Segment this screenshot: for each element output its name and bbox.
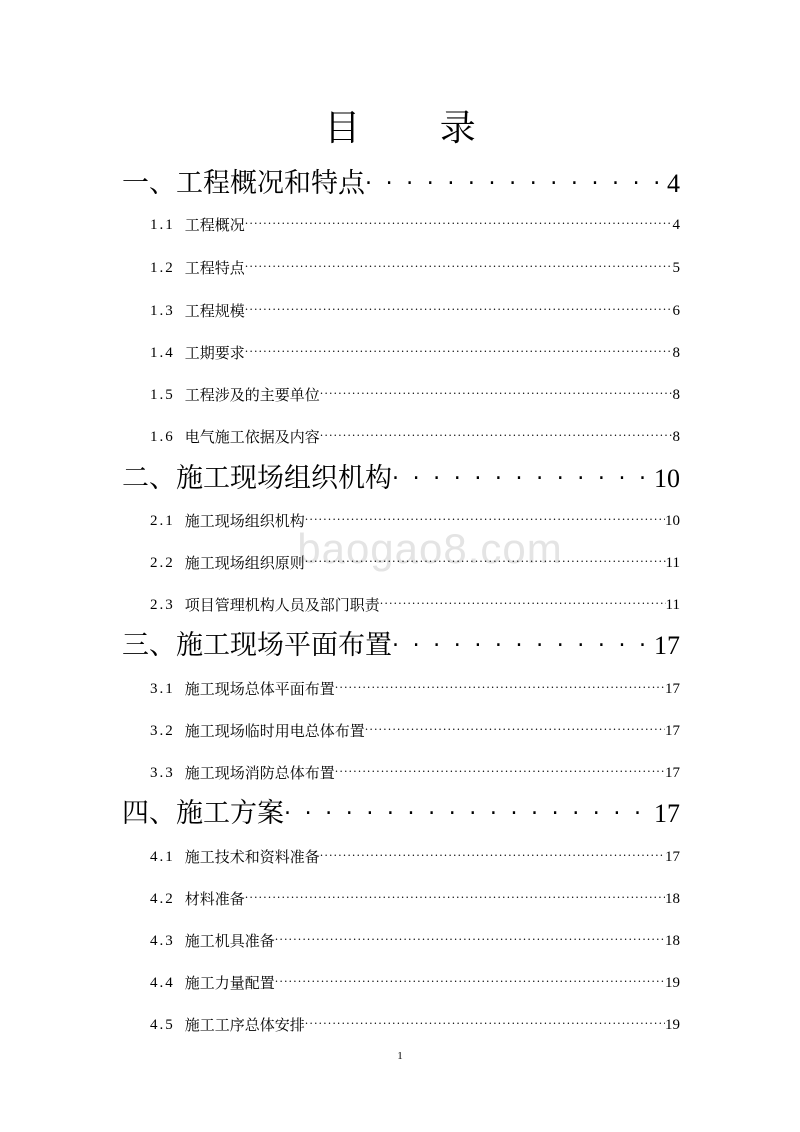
toc-section-number: 1.6 <box>150 429 175 445</box>
toc-page-number: 19 <box>665 1017 680 1033</box>
toc-page-number: 11 <box>665 597 680 613</box>
toc-section-number: 3.1 <box>150 681 175 697</box>
toc-dot-leader <box>365 716 665 742</box>
toc-section-entry[interactable] <box>150 1010 680 1036</box>
toc-dot-leader <box>320 422 673 448</box>
toc-page-number: 8 <box>672 429 680 445</box>
toc-page-number: 10 <box>665 513 680 529</box>
toc-entry-label: 施工技术和资料准备 <box>184 848 320 866</box>
toc-dot-leader <box>245 296 673 322</box>
toc-page-number: 5 <box>672 260 680 276</box>
toc-dot-leader <box>392 622 650 666</box>
toc-section-entry[interactable] <box>150 548 680 574</box>
toc-entry-label: 工程规模 <box>184 302 245 320</box>
toc-page-number: 18 <box>665 891 680 907</box>
toc-entry-label: 施工现场组织原则 <box>184 554 305 572</box>
toc-section-number: 3.3 <box>150 765 175 781</box>
toc-dot-leader <box>305 1010 665 1036</box>
toc-chapter-entry[interactable] <box>122 160 680 204</box>
page-number: 1 <box>397 1050 403 1062</box>
toc-dot-leader <box>245 210 673 236</box>
toc-entry-label: 电气施工依据及内容 <box>184 428 320 446</box>
toc-section-entry[interactable] <box>150 716 680 742</box>
toc-dot-leader <box>245 253 673 279</box>
toc-section-entry[interactable] <box>150 253 680 279</box>
toc-dot-leader <box>275 926 665 952</box>
toc-dot-leader <box>305 506 665 532</box>
toc-dot-leader <box>305 548 666 574</box>
toc-section-number: 4.1 <box>150 849 175 865</box>
toc-section-entry[interactable] <box>150 758 680 784</box>
toc-page-number: 17 <box>654 631 680 660</box>
toc-entry-label: 一、工程概况和特点 <box>122 168 365 199</box>
toc-dot-leader <box>284 790 650 834</box>
toc-dot-leader <box>365 160 663 204</box>
toc-entry-label: 施工现场消防总体布置 <box>184 764 335 782</box>
toc-section-number: 2.3 <box>150 597 175 613</box>
toc-entry-label: 项目管理机构人员及部门职责 <box>184 596 380 614</box>
toc-page-number: 8 <box>672 345 680 361</box>
toc-section-number: 4.4 <box>150 975 175 991</box>
toc-page-number: 4 <box>672 217 680 233</box>
toc-entry-label: 工程概况 <box>184 216 245 234</box>
toc-dot-leader <box>335 674 665 700</box>
toc-chapter-entry[interactable] <box>122 790 680 834</box>
toc-page-number: 17 <box>654 799 680 828</box>
toc-page-number: 6 <box>672 303 680 319</box>
toc-title: 目 录 <box>324 108 510 149</box>
toc-section-number: 2.2 <box>150 555 175 571</box>
toc-section-number: 1.5 <box>150 387 175 403</box>
toc-dot-leader <box>380 590 666 616</box>
toc-page-number: 17 <box>665 765 680 781</box>
toc-entry-label: 工程特点 <box>184 259 245 277</box>
toc-page-number: 18 <box>665 933 680 949</box>
toc-entry-label: 三、施工现场平面布置 <box>122 630 392 661</box>
toc-section-entry[interactable] <box>150 968 680 994</box>
toc-page-number: 8 <box>672 387 680 403</box>
toc-page-number: 17 <box>665 681 680 697</box>
watermark-text: baogao8.com <box>297 525 563 572</box>
toc-section-number: 4.2 <box>150 891 175 907</box>
toc-section-entry[interactable] <box>150 210 680 236</box>
toc-section-entry[interactable] <box>150 926 680 952</box>
toc-entry-label: 施工现场总体平面布置 <box>184 680 335 698</box>
toc-entry-label: 施工工序总体安排 <box>184 1016 305 1034</box>
toc-section-number: 3.2 <box>150 723 175 739</box>
toc-section-entry[interactable] <box>150 338 680 364</box>
toc-section-entry[interactable] <box>150 422 680 448</box>
toc-dot-leader <box>245 884 665 910</box>
toc-entry-label: 施工力量配置 <box>184 974 275 992</box>
toc-section-number: 1.4 <box>150 345 175 361</box>
toc-page-number: 17 <box>665 723 680 739</box>
toc-page-number: 17 <box>665 849 680 865</box>
toc-section-number: 1.3 <box>150 303 175 319</box>
toc-entry-label: 材料准备 <box>184 890 245 908</box>
toc-page-number: 19 <box>665 975 680 991</box>
toc-section-entry[interactable] <box>150 884 680 910</box>
toc-section-entry[interactable] <box>150 506 680 532</box>
toc-entry-label: 二、施工现场组织机构 <box>122 463 392 494</box>
toc-chapter-entry[interactable] <box>122 622 680 666</box>
toc-page-number: 10 <box>654 464 680 493</box>
toc-dot-leader <box>320 380 673 406</box>
toc-dot-leader <box>335 758 665 784</box>
toc-section-entry[interactable] <box>150 296 680 322</box>
toc-section-number: 4.5 <box>150 1017 175 1033</box>
toc-dot-leader <box>392 455 650 499</box>
toc-section-entry[interactable] <box>150 590 680 616</box>
toc-section-number: 1.1 <box>150 217 175 233</box>
toc-dot-leader <box>275 968 665 994</box>
toc-section-number: 2.1 <box>150 513 175 529</box>
toc-section-number: 4.3 <box>150 933 175 949</box>
toc-page-number: 11 <box>665 555 680 571</box>
toc-entry-label: 施工机具准备 <box>184 932 275 950</box>
toc-section-entry[interactable] <box>150 842 680 868</box>
toc-entry-label: 施工现场临时用电总体布置 <box>184 722 365 740</box>
toc-section-number: 1.2 <box>150 260 175 276</box>
toc-chapter-entry[interactable] <box>122 455 680 499</box>
toc-dot-leader <box>320 842 665 868</box>
toc-entry-label: 四、施工方案 <box>122 798 284 829</box>
toc-section-entry[interactable] <box>150 380 680 406</box>
toc-entry-label: 工期要求 <box>184 344 245 362</box>
toc-dot-leader <box>245 338 673 364</box>
toc-entry-label: 施工现场组织机构 <box>184 512 305 530</box>
toc-page-number: 4 <box>667 169 680 198</box>
toc-entry-label: 工程涉及的主要单位 <box>184 386 320 404</box>
toc-section-entry[interactable] <box>150 674 680 700</box>
